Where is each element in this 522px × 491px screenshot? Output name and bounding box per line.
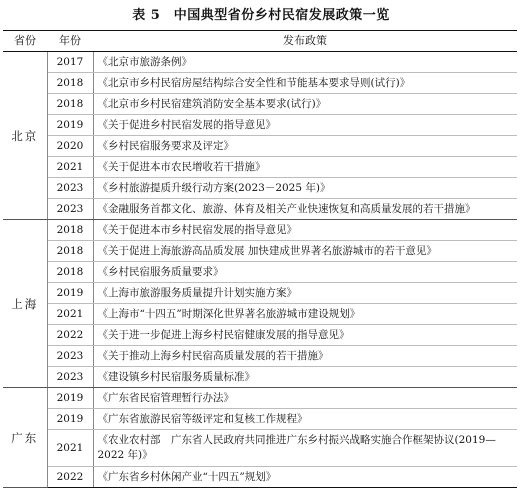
table-row [3,115,517,136]
table-row [3,262,517,283]
policy-cell: 《关于进一步促进上海乡村民宿健康发展的指导意见》 [93,325,517,346]
year-cell: 2022 [47,467,93,488]
policy-cell: 《关于促进上海旅游高品质发展 加快建成世界著名旅游城市的若干意见》 [93,241,517,262]
province-cell: 北京 [3,52,47,220]
header-province: 省份 [3,31,47,52]
table-caption: 表 5 中国典型省份乡村民宿发展政策一览 [132,8,390,23]
policy-cell: 《北京市乡村民宿建筑消防安全基本要求(试行)》 [93,94,517,115]
policy-cell: 《农业农村部 广东省人民政府共同推进广东乡村振兴战略实施合作框架协议(2019—2022 年)》 [93,430,517,467]
table-row [3,325,517,346]
year-cell: 2019 [47,388,93,409]
year-cell: 2021 [47,157,93,178]
policy-cell: 《北京市乡村民宿房屋结构综合安全性和节能基本要求导则(试行)》 [93,73,517,94]
policy-cell: 《上海市“十四五”时期深化世界著名旅游城市建设规划》 [93,304,517,325]
policy-cell: 《广东省乡村休闲产业“十四五”规划》 [93,467,517,488]
table-row [3,94,517,115]
table-row [3,367,517,388]
year-cell: 2023 [47,178,93,199]
table-header [3,31,517,52]
year-cell: 2022 [47,325,93,346]
table-row [3,304,517,325]
table-row [3,136,517,157]
policy-cell: 《广东省民宿管理暂行办法》 [93,388,517,409]
policy-cell: 《乡村民宿服务质量要求》 [93,262,517,283]
policy-cell: 《乡村旅游提质升级行动方案(2023－2025 年)》 [93,178,517,199]
policy-cell: 《关于促进乡村民宿发展的指导意见》 [93,115,517,136]
table-row [3,346,517,367]
year-cell: 2019 [47,409,93,430]
table-row [3,409,517,430]
year-cell: 2018 [47,94,93,115]
table-row [3,220,517,241]
policy-cell: 《北京市旅游条例》 [93,52,517,73]
year-cell: 2019 [47,115,93,136]
year-cell: 2019 [47,283,93,304]
province-cell: 上海 [3,220,47,388]
header-policy: 发布政策 [93,31,517,52]
year-cell: 2023 [47,367,93,388]
policy-cell: 《关于促进本市乡村民宿发展的指导意见》 [93,220,517,241]
policy-cell: 《关于促进本市农民增收若干措施》 [93,157,517,178]
table-row [3,388,517,409]
year-cell: 2023 [47,199,93,220]
province-cell: 广东 [3,388,47,488]
policy-cell: 《关于推动上海乡村民宿高质量发展的若干措施》 [93,346,517,367]
year-cell: 2023 [47,346,93,367]
policy-cell: 《建设镇乡村民宿服务质量标准》 [93,367,517,388]
table-row [3,52,517,73]
table-row [3,467,517,488]
year-cell: 2017 [47,52,93,73]
year-cell: 2021 [47,304,93,325]
header-row [3,31,517,52]
header-year: 年份 [47,31,93,52]
year-cell: 2020 [47,136,93,157]
table-body [3,52,517,488]
policy-table [3,30,517,488]
year-cell: 2018 [47,262,93,283]
table-row [3,73,517,94]
year-cell: 2021 [47,430,93,467]
policy-cell: 《广东省旅游民宿等级评定和复核工作规程》 [93,409,517,430]
table-row [3,283,517,304]
year-cell: 2018 [47,73,93,94]
table-row [3,178,517,199]
table-row [3,241,517,262]
table-row [3,430,517,467]
policy-cell: 《上海市旅游服务质量提升计划实施方案》 [93,283,517,304]
table-row [3,157,517,178]
table-row [3,199,517,220]
policy-cell: 《乡村民宿服务要求及评定》 [93,136,517,157]
year-cell: 2018 [47,241,93,262]
policy-cell: 《金融服务首都文化、旅游、体育及相关产业快速恢复和高质量发展的若干措施》 [93,199,517,220]
year-cell: 2018 [47,220,93,241]
